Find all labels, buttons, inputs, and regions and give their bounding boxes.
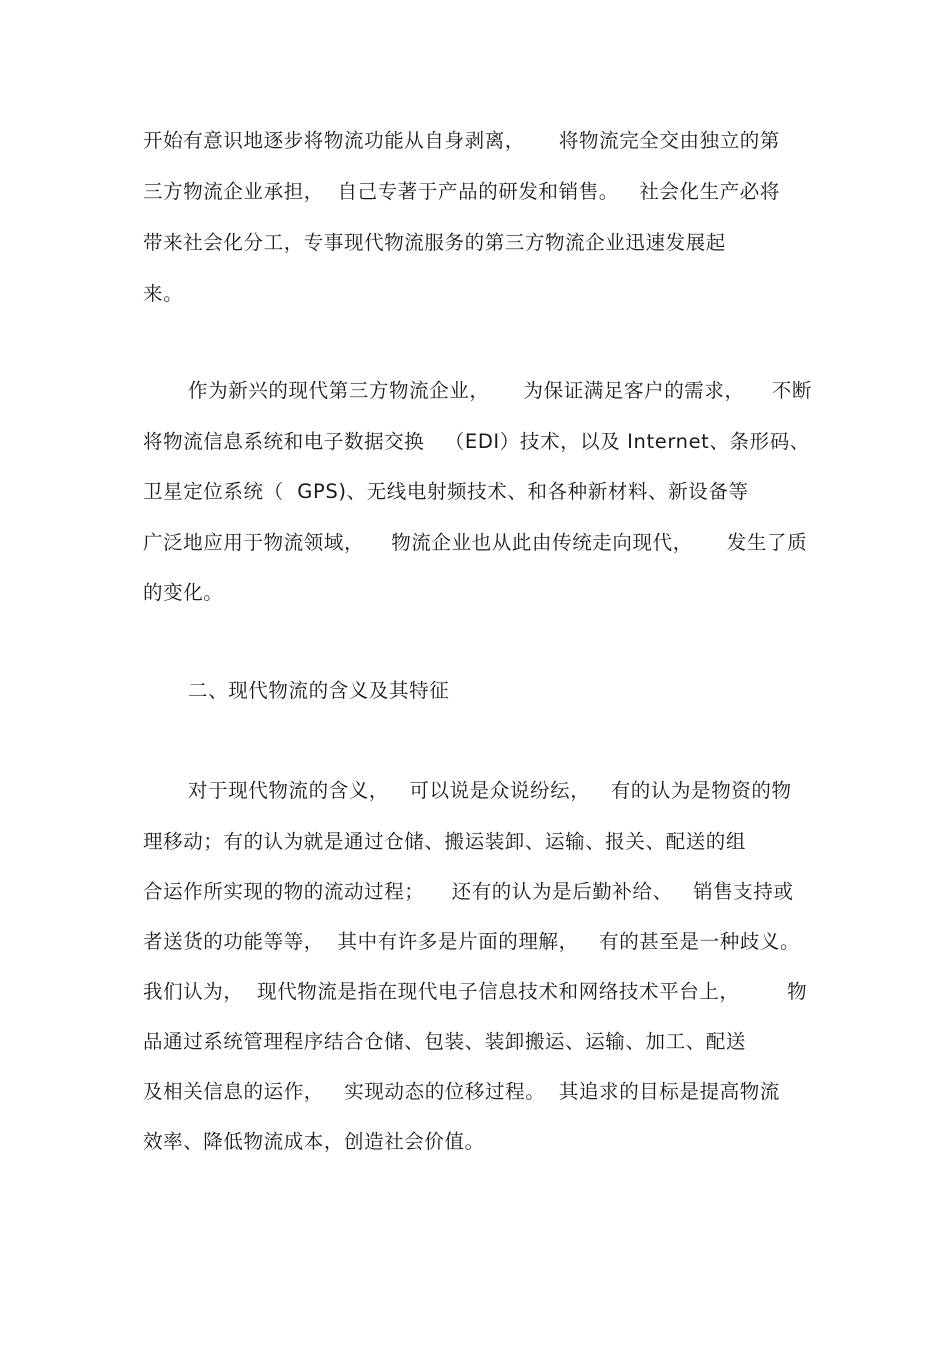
- text-line: 效率、降低物流成本，创造社会价值。: [143, 1130, 485, 1153]
- text-line: 合运作所实现的物的流动过程； 还有的认为是后勤补给、 销售支持或: [143, 880, 794, 903]
- text-line: 广泛地应用于物流领域， 物流企业也从此由传统走向现代， 发生了质: [143, 531, 808, 554]
- text-line: 将物流信息系统和电子数据交换 （EDI）技术，以及 Internet、条形码、: [143, 430, 810, 453]
- text-line: 品通过系统管理程序结合仓储、包装、装卸搬运、运输、加工、配送: [143, 1030, 747, 1053]
- text-line: 三方物流企业承担， 自己专著于产品的研发和销售。 社会化生产必将: [143, 180, 780, 203]
- text-line: 带来社会化分工，专事现代物流服务的第三方物流企业迅速发展起: [143, 231, 726, 254]
- text-line: 及相关信息的运作， 实现动态的位移过程。 其追求的目标是提高物流: [143, 1080, 780, 1103]
- text-line: 我们认为， 现代物流是指在现代电子信息技术和网络技术平台上， 物: [143, 980, 808, 1003]
- text-line: 理移动；有的认为就是通过仓储、搬运装卸、运输、报关、配送的组: [143, 830, 747, 853]
- text-line: 来。: [143, 282, 184, 305]
- text-line: 作为新兴的现代第三方物流企业， 为保证满足客户的需求， 不断: [188, 379, 812, 402]
- text-line: 者送货的功能等等， 其中有许多是片面的理解， 有的甚至是一种歧义。: [143, 930, 801, 953]
- text-line: 对于现代物流的含义， 可以说是众说纷纭， 有的认为是物资的物: [188, 779, 792, 802]
- text-line: 卫星定位系统（ GPS)、无线电射频技术、和各种新材料、新设备等: [143, 480, 749, 503]
- text-line: 开始有意识地逐步将物流功能从自身剥离， 将物流完全交由独立的第: [143, 129, 780, 152]
- text-line: 的变化。: [143, 581, 224, 604]
- section-heading: 二、现代物流的含义及其特征: [188, 679, 450, 702]
